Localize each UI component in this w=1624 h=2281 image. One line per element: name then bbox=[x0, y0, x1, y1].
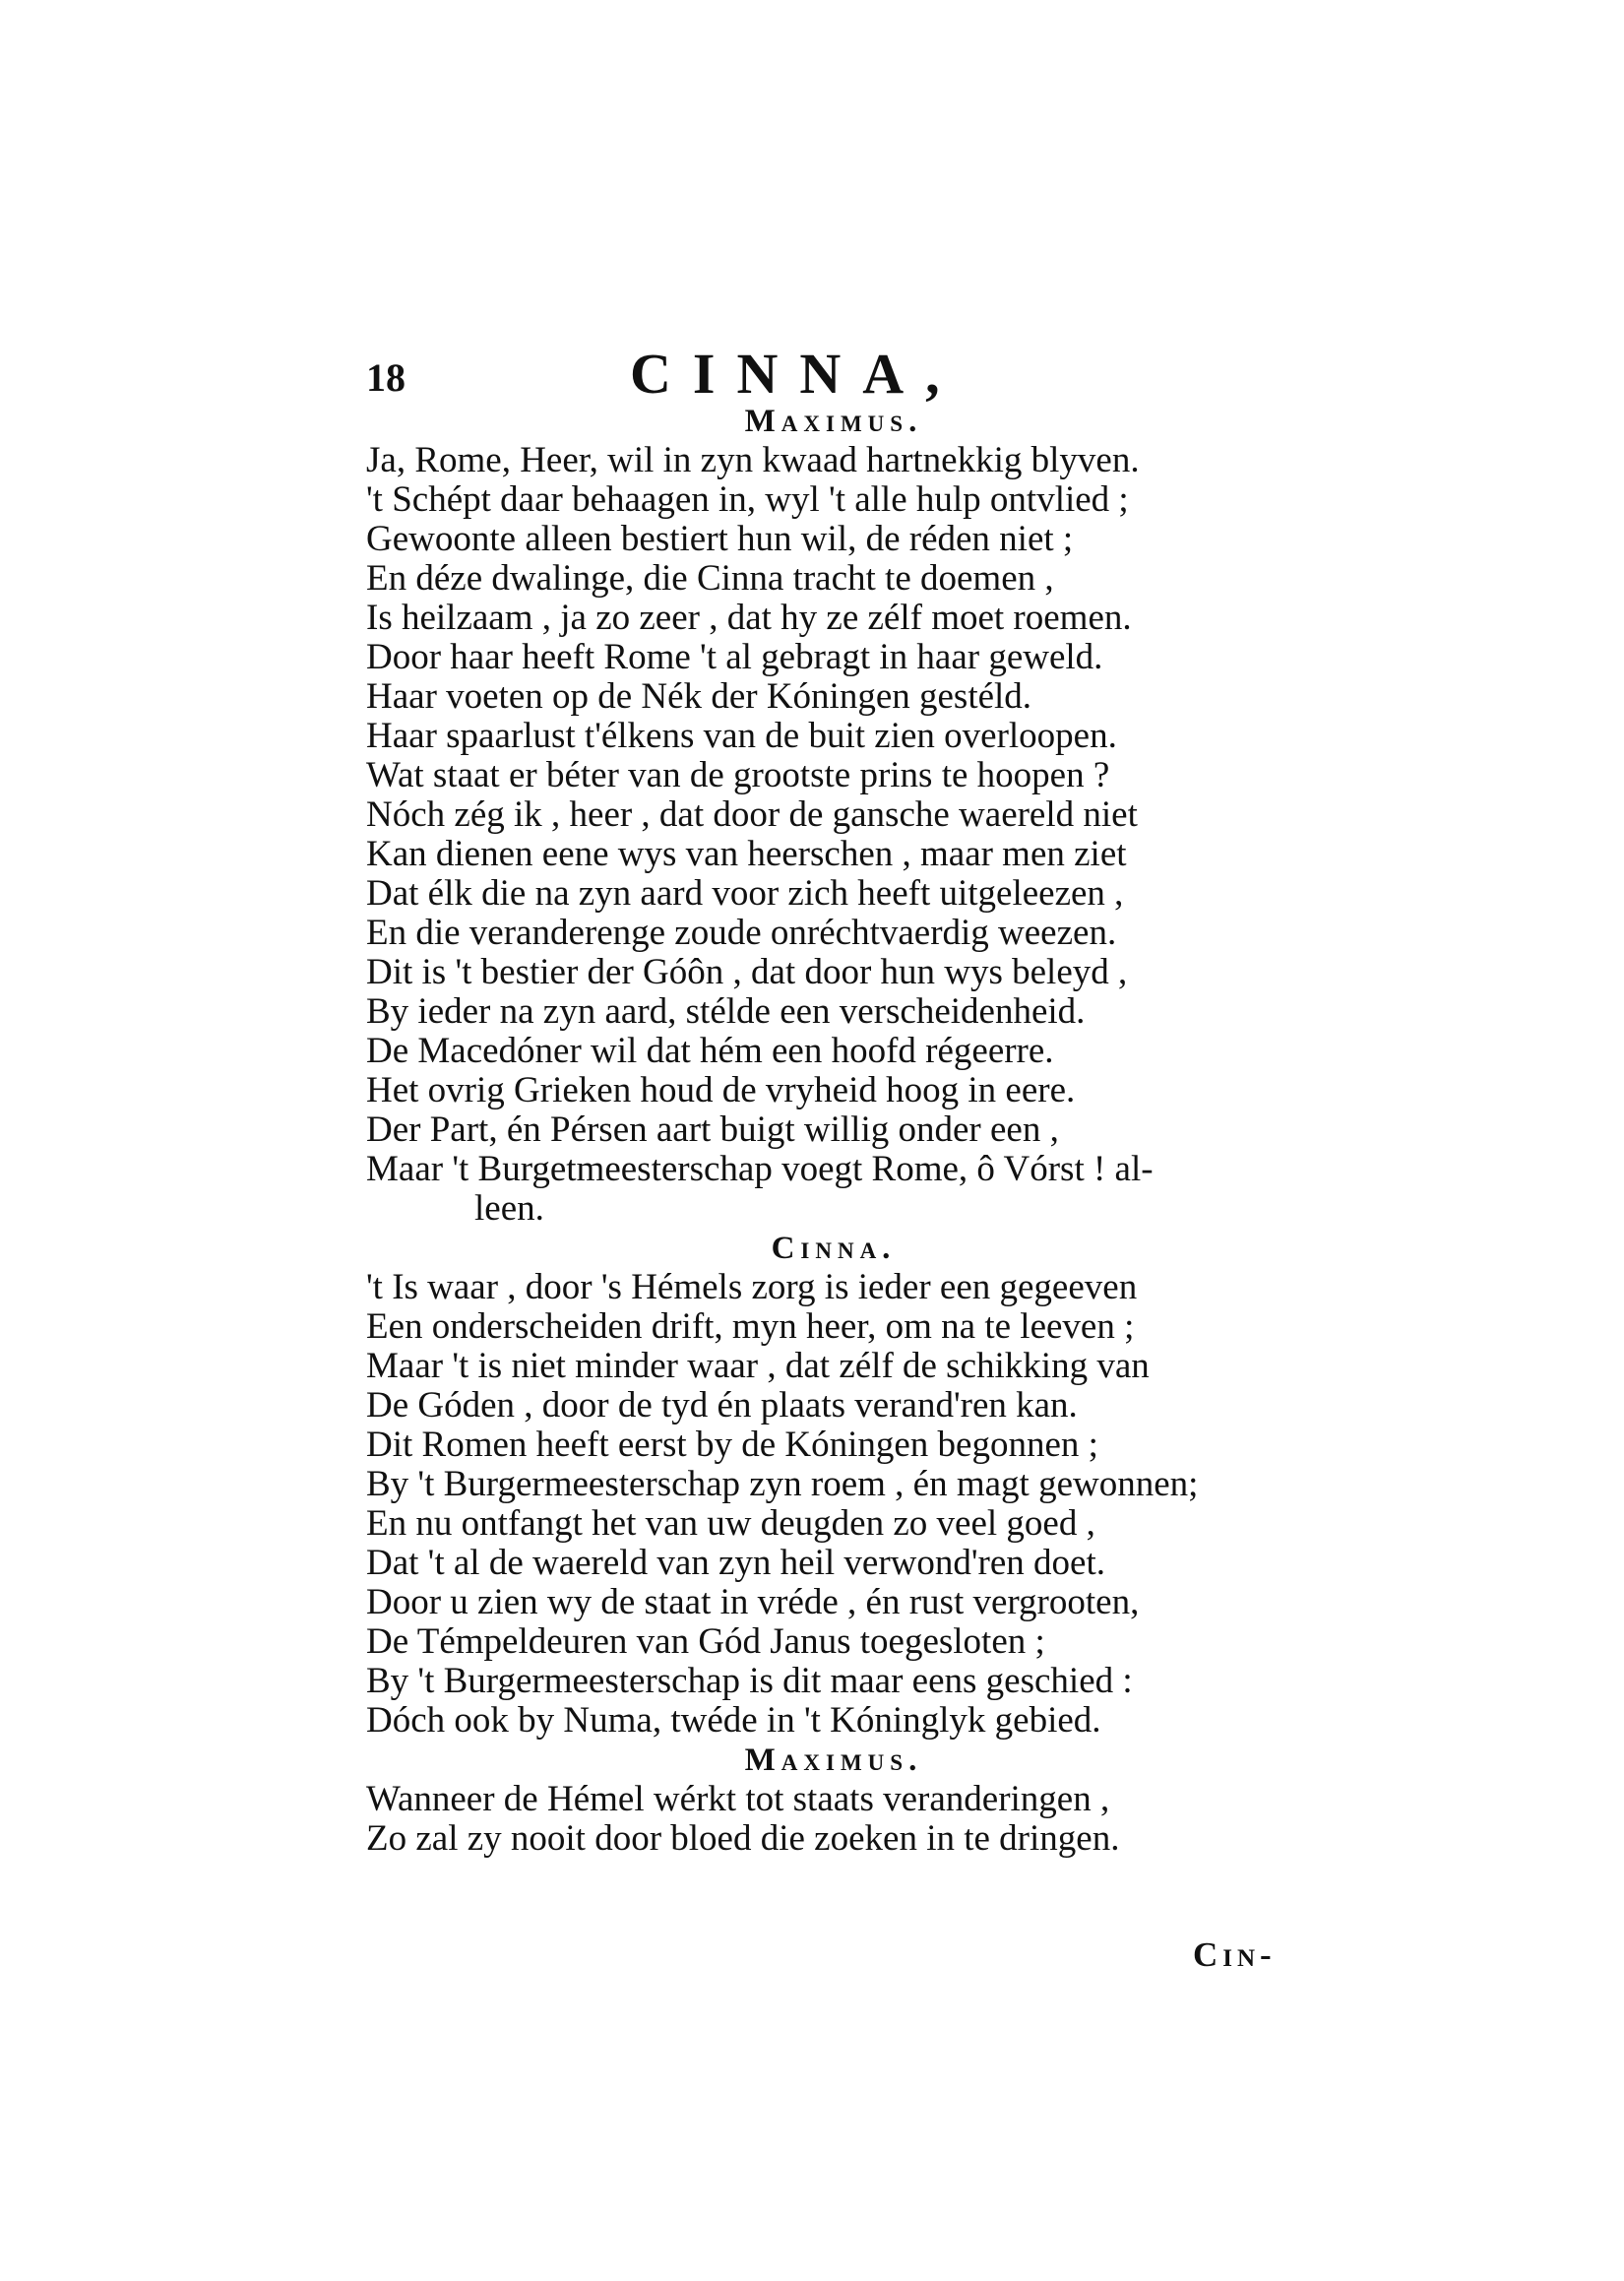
verse-line: By 't Burgermeesterschap zyn roem , én magt gewonnen; bbox=[366, 1464, 1199, 1504]
verse-line: Gewoonte alleen bestiert hun wil, de réden niet ; bbox=[366, 519, 1074, 559]
verse-line: Wanneer de Hémel wérkt tot staats veranderingen , bbox=[366, 1779, 1110, 1819]
verse-line-continuation: leen. bbox=[474, 1188, 544, 1229]
verse-line: Haar voeten op de Nék der Kóningen gestéld. bbox=[366, 676, 1032, 717]
verse-line: Kan dienen eene wys van heerschen , maar men ziet bbox=[366, 834, 1127, 874]
verse-line: Door haar heeft Rome 't al gebragt in haar geweld. bbox=[366, 637, 1103, 677]
verse-line: Is heilzaam , ja zo zeer , dat hy ze zélf moet roemen. bbox=[366, 598, 1132, 638]
play-text bbox=[366, 402, 1301, 1859]
verse-line: En déze dwalinge, die Cinna tracht te doemen , bbox=[366, 558, 1054, 599]
verse-line: Het ovrig Grieken houd de vryheid hoog in eere. bbox=[366, 1070, 1076, 1110]
verse-line: By 't Burgermeesterschap is dit maar eens geschied : bbox=[366, 1661, 1133, 1701]
verse-line: Dat 't al de waereld van zyn heil verwond'ren doet. bbox=[366, 1543, 1105, 1583]
verse-line: En nu ontfangt het van uw deugden zo veel goed , bbox=[366, 1503, 1095, 1544]
verse-line: 't Is waar , door 's Hémels zorg is ieder een gegeeven bbox=[366, 1267, 1138, 1307]
verse-line: Maar 't Burgetmeesterschap voegt Rome, ô Vórst ! al- bbox=[366, 1149, 1154, 1189]
verse-line: Dóch ook by Numa, twéde in 't Kóninglyk gebied. bbox=[366, 1700, 1101, 1741]
verse-line: 't Schépt daar behaagen in, wyl 't alle hulp ontvlied ; bbox=[366, 479, 1129, 520]
speaker-name: Maximus. bbox=[744, 404, 923, 439]
verse-line: Zo zal zy nooit door bloed die zoeken in te dringen. bbox=[366, 1818, 1120, 1859]
verse-line: By ieder na zyn aard, stélde een verscheidenheid. bbox=[366, 991, 1086, 1032]
verse-line: De Témpeldeuren van Gód Janus toegesloten ; bbox=[366, 1621, 1045, 1662]
page-number: 18 bbox=[366, 355, 406, 400]
catchword: Cin- bbox=[1193, 1935, 1277, 1974]
speaker-name: Maximus. bbox=[744, 1742, 923, 1778]
verse-line: Nóch zég ik , heer , dat door de gansche waereld niet bbox=[366, 794, 1138, 835]
verse-line: De Macedóner wil dat hém een hoofd régeerre. bbox=[366, 1031, 1054, 1071]
running-title: CINNA, bbox=[630, 342, 962, 406]
speaker-name: Cinna. bbox=[771, 1231, 897, 1266]
verse-line: Dat élk die na zyn aard voor zich heeft uitgeleezen , bbox=[366, 873, 1124, 914]
verse-line: En die veranderenge zoude onréchtvaerdig weezen. bbox=[366, 913, 1117, 953]
verse-line: Door u zien wy de staat in vréde , én rust vergrooten, bbox=[366, 1582, 1140, 1622]
verse-line: Maar 't is niet minder waar , dat zélf de schikking van bbox=[366, 1346, 1150, 1386]
verse-line: Haar spaarlust t'élkens van de buit zien overloopen. bbox=[366, 716, 1117, 756]
verse-line: Dit Romen heeft eerst by de Kóningen begonnen ; bbox=[366, 1425, 1098, 1465]
verse-line: Dit is 't bestier der Góôn , dat door hun wys beleyd , bbox=[366, 952, 1128, 992]
verse-line: Wat staat er béter van de grootste prins te hoopen ? bbox=[366, 755, 1110, 795]
verse-line: De Góden , door de tyd én plaats verand'ren kan. bbox=[366, 1385, 1078, 1426]
verse-line: Een onderscheiden drift, myn heer, om na te leeven ; bbox=[366, 1306, 1135, 1347]
verse-line: Der Part, én Pérsen aart buigt willig onder een , bbox=[366, 1109, 1059, 1150]
verse-line: Ja, Rome, Heer, wil in zyn kwaad hartnekkig blyven. bbox=[366, 440, 1140, 480]
